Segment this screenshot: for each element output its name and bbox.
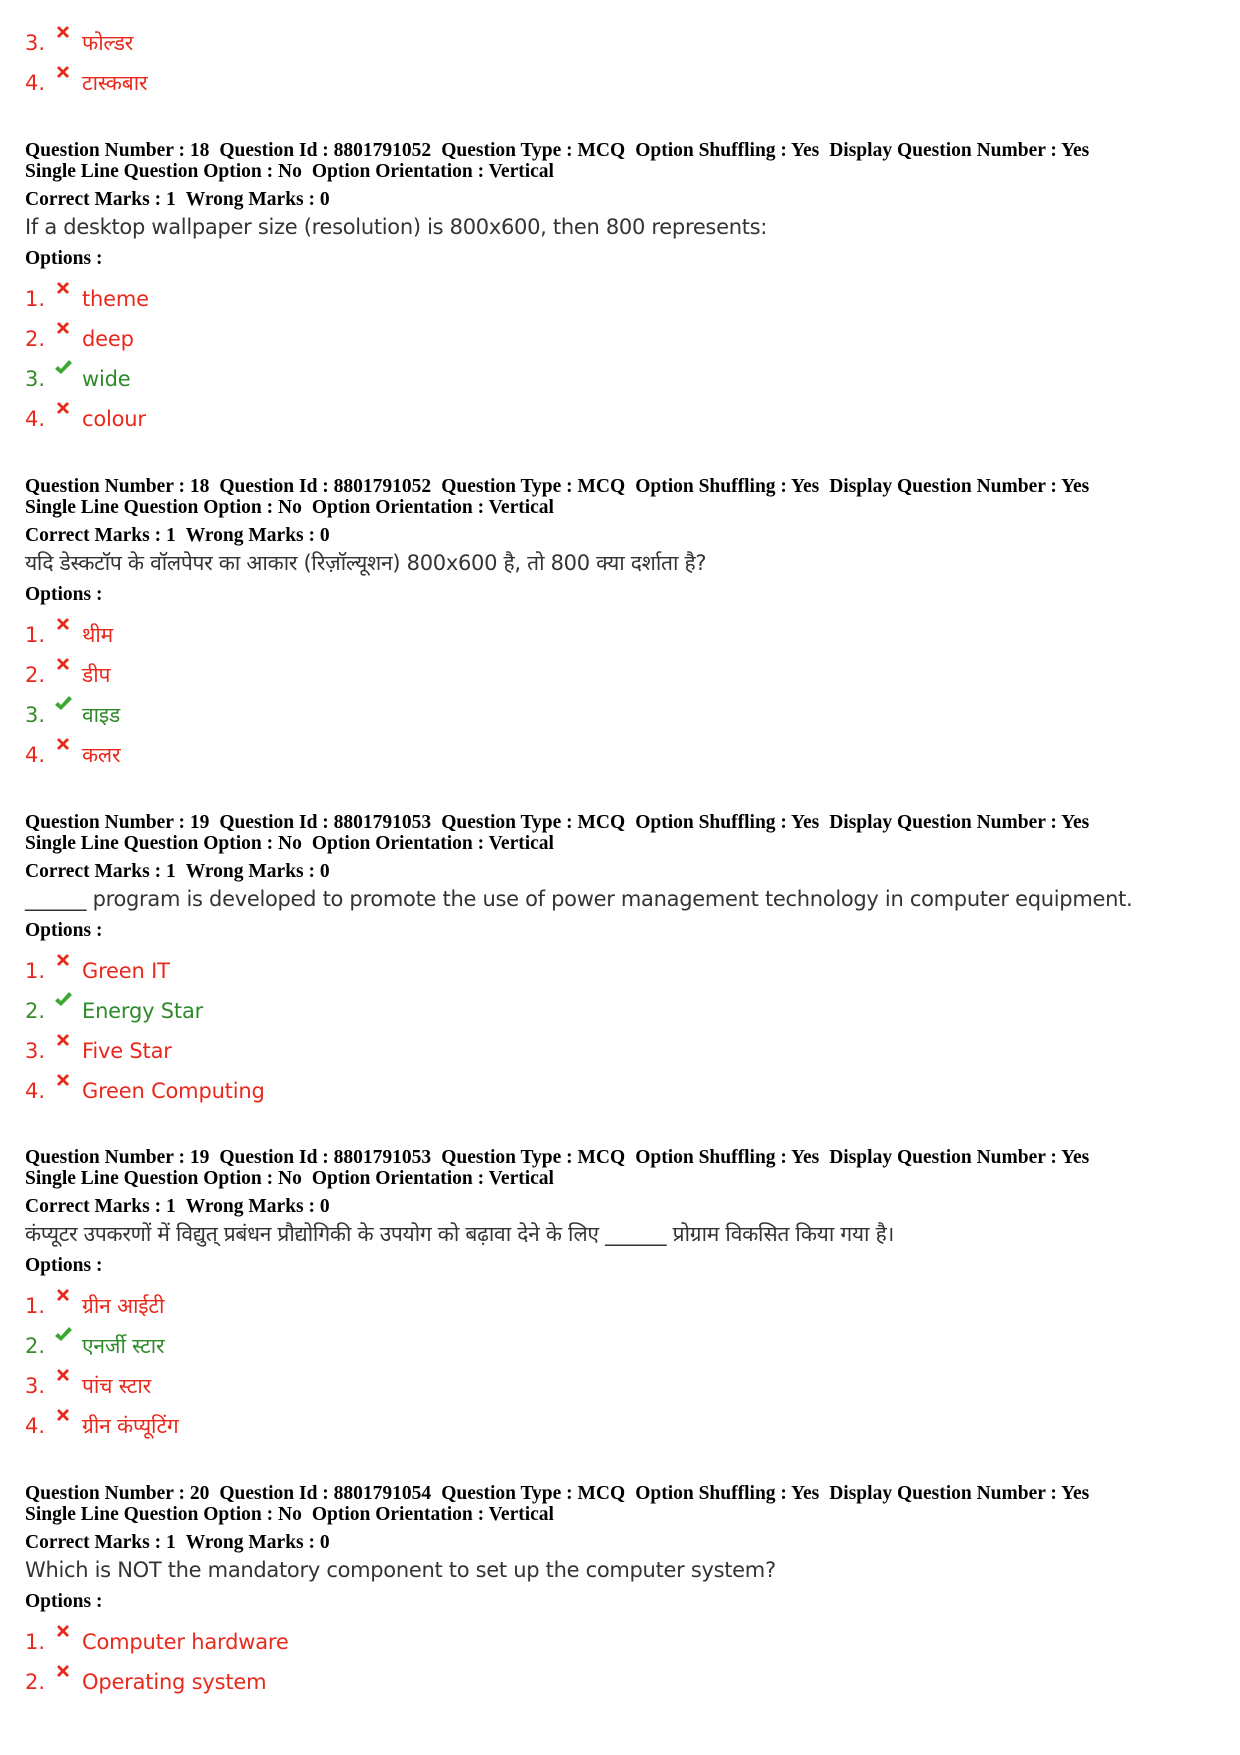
cross-icon — [53, 1070, 73, 1090]
marks-field: Wrong Marks : 0 — [185, 861, 330, 882]
option-item — [25, 1323, 1215, 1363]
meta-field: Option Orientation : Vertical — [311, 497, 554, 518]
meta-field: Option Shuffling : Yes — [635, 1483, 820, 1504]
question-block — [25, 1147, 1215, 1443]
marks-field: Wrong Marks : 0 — [185, 525, 330, 546]
meta-field: Question Type : MCQ — [441, 812, 626, 833]
option-number: 2. — [25, 1334, 46, 1358]
question-text: ______ program is developed to promote the use of power management technology in computer equipment. — [25, 887, 1133, 911]
option-text: एनर्जी स्टार — [82, 1334, 165, 1358]
marks-line — [25, 1532, 1215, 1553]
meta-field: Option Shuffling : Yes — [635, 140, 820, 161]
cross-icon — [53, 62, 73, 82]
option-text: फोल्डर — [82, 31, 134, 55]
option-item — [25, 356, 1215, 396]
option-item — [25, 1363, 1215, 1403]
option-number: 4. — [25, 71, 46, 95]
question-meta-line — [25, 1483, 1215, 1504]
question-meta-line — [25, 476, 1215, 497]
question-meta-line — [25, 140, 1215, 161]
option-number: 1. — [25, 1630, 46, 1654]
question-meta-line — [25, 497, 1215, 518]
meta-field: Option Shuffling : Yes — [635, 812, 820, 833]
option-item — [25, 1403, 1215, 1443]
option-text: डीप — [82, 663, 111, 687]
option-number: 4. — [25, 1414, 46, 1438]
option-text: theme — [82, 287, 149, 311]
option-text: Five Star — [82, 1039, 172, 1063]
meta-field: Single Line Question Option : No — [25, 161, 302, 182]
option-item — [25, 1028, 1215, 1068]
question-text: If a desktop wallpaper size (resolution) is 800x600, then 800 represents: — [25, 215, 768, 239]
marks-line — [25, 861, 1215, 882]
option-text: Computer hardware — [82, 1630, 289, 1654]
meta-field: Question Id : 8801791054 — [219, 1483, 432, 1504]
question-text: Which is NOT the mandatory component to set up the computer system? — [25, 1558, 776, 1582]
question-meta-line — [25, 812, 1215, 833]
marks-field: Correct Marks : 1 — [25, 189, 176, 210]
cross-icon — [53, 1030, 73, 1050]
question-block — [25, 476, 1215, 772]
check-icon — [53, 694, 73, 714]
option-number: 2. — [25, 999, 46, 1023]
cross-icon — [53, 950, 73, 970]
option-item — [25, 652, 1215, 692]
meta-field: Option Orientation : Vertical — [311, 833, 554, 854]
option-number: 2. — [25, 1670, 46, 1694]
option-number: 3. — [25, 1039, 46, 1063]
option-text: पांच स्टार — [82, 1374, 151, 1398]
question-text: यदि डेस्कटॉप के वॉलपेपर का आकार (रिज़ॉल्यूशन) 800x600 है, तो 800 क्या दर्शाता है? — [25, 551, 707, 575]
meta-field: Question Id : 8801791052 — [219, 476, 432, 497]
meta-field: Question Number : 18 — [25, 140, 210, 161]
option-number: 4. — [25, 407, 46, 431]
check-icon — [53, 358, 73, 378]
cross-icon — [53, 398, 73, 418]
meta-field: Display Question Number : Yes — [829, 476, 1090, 497]
cross-icon — [53, 22, 73, 42]
meta-field: Display Question Number : Yes — [829, 1483, 1090, 1504]
question-meta-line — [25, 1147, 1215, 1168]
question-meta-line — [25, 1168, 1215, 1189]
meta-field: Option Orientation : Vertical — [311, 1504, 554, 1525]
meta-field: Question Number : 20 — [25, 1483, 210, 1504]
meta-field: Question Id : 8801791053 — [219, 812, 432, 833]
marks-field: Wrong Marks : 0 — [185, 1196, 330, 1217]
option-item — [25, 1659, 1215, 1699]
options-label: Options : — [25, 584, 103, 605]
meta-field: Option Shuffling : Yes — [635, 476, 820, 497]
meta-field: Single Line Question Option : No — [25, 1504, 302, 1525]
option-number: 1. — [25, 623, 46, 647]
question-text: कंप्यूटर उपकरणों में विद्युत् प्रबंधन प्रौद्योगिकी के उपयोग को बढ़ावा देने के लिए ______ प्रोग्राम विकसित किया गया है। — [25, 1222, 895, 1246]
question-meta-line — [25, 833, 1215, 854]
option-number: 1. — [25, 287, 46, 311]
option-number: 3. — [25, 1374, 46, 1398]
cross-icon — [53, 1661, 73, 1681]
meta-field: Single Line Question Option : No — [25, 833, 302, 854]
option-item — [25, 1619, 1215, 1659]
option-number: 2. — [25, 327, 46, 351]
option-item — [25, 692, 1215, 732]
option-text: Operating system — [82, 1670, 267, 1694]
cross-icon — [53, 1365, 73, 1385]
marks-field: Correct Marks : 1 — [25, 1532, 176, 1553]
marks-line — [25, 189, 1215, 210]
option-item — [25, 732, 1215, 772]
meta-field: Question Type : MCQ — [441, 476, 626, 497]
marks-field: Correct Marks : 1 — [25, 1196, 176, 1217]
option-text: कलर — [82, 743, 121, 767]
option-number: 3. — [25, 703, 46, 727]
option-number: 3. — [25, 367, 46, 391]
option-item — [25, 612, 1215, 652]
option-text: Energy Star — [82, 999, 204, 1023]
meta-field: Display Question Number : Yes — [829, 1147, 1090, 1168]
option-number: 3. — [25, 31, 46, 55]
marks-field: Wrong Marks : 0 — [185, 189, 330, 210]
meta-field: Question Number : 19 — [25, 812, 210, 833]
option-number: 1. — [25, 1294, 46, 1318]
option-text: ग्रीन कंप्यूटिंग — [82, 1414, 179, 1438]
option-text: Green Computing — [82, 1079, 265, 1103]
option-number: 2. — [25, 663, 46, 687]
meta-field: Question Number : 18 — [25, 476, 210, 497]
question-meta-line — [25, 161, 1215, 182]
cross-icon — [53, 278, 73, 298]
cross-icon — [53, 1405, 73, 1425]
option-number: 1. — [25, 959, 46, 983]
meta-field: Single Line Question Option : No — [25, 1168, 302, 1189]
cross-icon — [53, 734, 73, 754]
option-text: deep — [82, 327, 134, 351]
option-item — [25, 316, 1215, 356]
meta-field: Question Type : MCQ — [441, 140, 626, 161]
option-item — [25, 988, 1215, 1028]
meta-field: Display Question Number : Yes — [829, 140, 1090, 161]
meta-field: Question Id : 8801791052 — [219, 140, 432, 161]
option-item — [25, 1068, 1215, 1108]
option-number: 4. — [25, 743, 46, 767]
options-label: Options : — [25, 1591, 103, 1612]
option-text: wide — [82, 367, 131, 391]
option-text: वाइड — [82, 703, 121, 727]
cross-icon — [53, 614, 73, 634]
check-icon — [53, 1325, 73, 1345]
option-item — [25, 396, 1215, 436]
marks-line — [25, 525, 1215, 546]
option-text: Green IT — [82, 959, 170, 983]
options-label: Options : — [25, 248, 103, 269]
option-item — [25, 276, 1215, 316]
meta-field: Option Orientation : Vertical — [311, 1168, 554, 1189]
meta-field: Display Question Number : Yes — [829, 812, 1090, 833]
question-block — [25, 1483, 1215, 1699]
cross-icon — [53, 1285, 73, 1305]
meta-field: Single Line Question Option : No — [25, 497, 302, 518]
option-text: थीम — [82, 623, 114, 647]
option-item — [25, 1283, 1215, 1323]
meta-field: Question Id : 8801791053 — [219, 1147, 432, 1168]
question-meta-line — [25, 1504, 1215, 1525]
marks-field: Correct Marks : 1 — [25, 525, 176, 546]
question-block — [25, 140, 1215, 436]
option-number: 4. — [25, 1079, 46, 1103]
option-item — [25, 948, 1215, 988]
check-icon — [53, 990, 73, 1010]
marks-field: Wrong Marks : 0 — [185, 1532, 330, 1553]
marks-field: Correct Marks : 1 — [25, 861, 176, 882]
meta-field: Question Number : 19 — [25, 1147, 210, 1168]
option-text: colour — [82, 407, 146, 431]
meta-field: Option Orientation : Vertical — [311, 161, 554, 182]
meta-field: Option Shuffling : Yes — [635, 1147, 820, 1168]
options-label: Options : — [25, 920, 103, 941]
marks-line — [25, 1196, 1215, 1217]
meta-field: Question Type : MCQ — [441, 1483, 626, 1504]
cross-icon — [53, 654, 73, 674]
cross-icon — [53, 318, 73, 338]
cross-icon — [53, 1621, 73, 1641]
options-label: Options : — [25, 1255, 103, 1276]
option-text: टास्कबार — [82, 71, 148, 95]
meta-field: Question Type : MCQ — [441, 1147, 626, 1168]
option-text: ग्रीन आईटी — [82, 1294, 165, 1318]
question-block — [25, 812, 1215, 1108]
